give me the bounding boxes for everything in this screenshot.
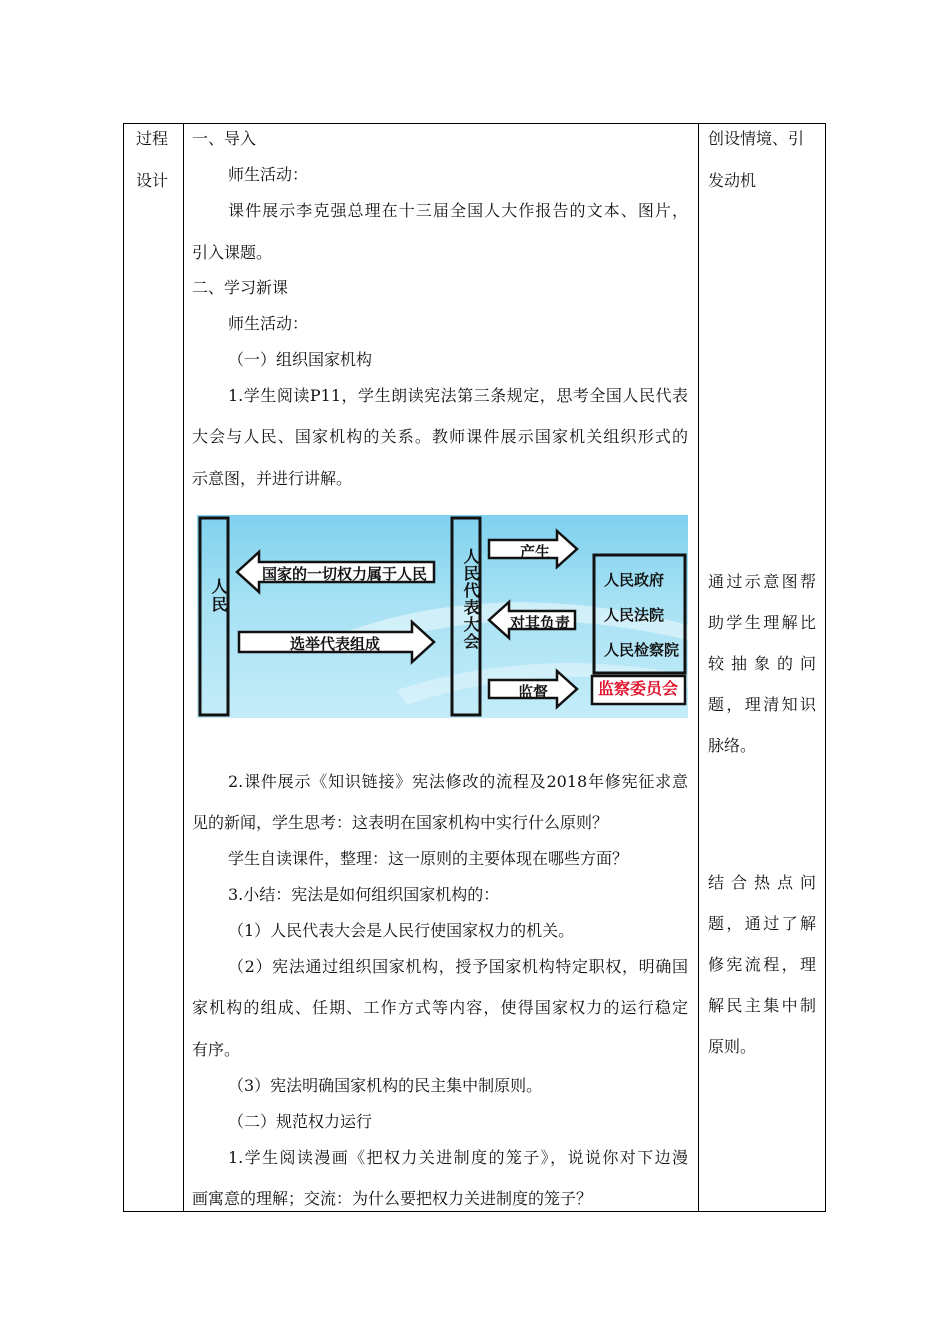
activity-label: 师生活动：: [228, 314, 309, 333]
paragraph-line: 家机构的组成、任期、工作方式等内容，使得国家权力的运行稳定: [192, 998, 688, 1017]
commission-label: 监察委员会: [597, 679, 678, 698]
organ-government: 人民政府: [604, 571, 665, 589]
note-intro-line: 发动机: [708, 171, 757, 190]
note-hotspot-line: 解民主集中制: [708, 996, 816, 1015]
organ-court: 人民法院: [604, 606, 665, 624]
arrow-power-label: 国家的一切权力属于人民: [262, 565, 428, 583]
note-diagram-line: 较抽象的问: [708, 654, 816, 673]
note-hotspot-line: 题，通过了解: [708, 914, 816, 933]
paragraph-line: 见的新闻，学生思考：这表明在国家机构中实行什么原则？: [192, 813, 609, 832]
activity-label: 师生活动：: [228, 165, 309, 184]
note-diagram-line: 通过示意图帮: [708, 572, 816, 591]
paragraph-line: 1.学生阅读P11，学生朗读宪法第三条规定，思考全国人民代表: [228, 386, 688, 405]
arrow-elect-label: 选举代表组成: [290, 635, 381, 653]
paragraph-line: 学生自读课件，整理：这一原则的主要体现在哪些方面？: [228, 849, 629, 868]
paragraph-line: 引入课题。: [192, 243, 273, 262]
subsection-heading: （一）组织国家机构: [228, 350, 373, 369]
paragraph-line: 2.课件展示《知识链接》宪法修改的流程及2018年修宪征求意: [228, 772, 688, 791]
note-intro-line: 创设情境、引: [708, 129, 805, 148]
people-box: [200, 518, 228, 715]
note-hotspot-line: 结合热点问: [708, 873, 816, 892]
column-divider-left: [183, 123, 184, 1212]
note-diagram-line: 脉络。: [708, 736, 757, 755]
arrow-responsible-label: 对其负责: [510, 614, 571, 632]
section-heading-intro: 一、导入: [192, 129, 257, 148]
npc-label: 人民代表大会: [461, 548, 480, 650]
note-hotspot-line: 原则。: [708, 1037, 757, 1056]
design-label: 设计: [136, 171, 169, 190]
process-label: 过程: [136, 129, 169, 148]
column-divider-right: [698, 123, 699, 1212]
note-diagram-line: 题，理清知识: [708, 695, 816, 714]
arrow-supervise-label: 监督: [518, 683, 549, 701]
summary-point: （1）人民代表大会是人民行使国家权力的机关。: [228, 921, 575, 940]
summary-heading: 3.小结：宪法是如何组织国家机构的：: [228, 885, 500, 904]
paragraph-line: 1.学生阅读漫画《把权力关进制度的笼子》，说说你对下边漫: [228, 1148, 688, 1167]
paragraph-line: 课件展示李克强总理在十三届全国人大作报告的文本、图片，: [228, 201, 688, 220]
paragraph-line: 示意图，并进行讲解。: [192, 469, 353, 488]
section-heading-new: 二、学习新课: [192, 278, 289, 297]
summary-point: （3）宪法明确国家机构的民主集中制原则。: [228, 1076, 543, 1095]
subsection-heading: （二）规范权力运行: [228, 1112, 373, 1131]
note-diagram-line: 助学生理解比: [708, 613, 816, 632]
people-label: 人民: [209, 578, 228, 614]
paragraph-line: 有序。: [192, 1040, 241, 1059]
arrow-produce-label: 产生: [520, 543, 551, 561]
summary-point: （2）宪法通过组织国家机构，授予国家机构特定职权，明确国: [228, 957, 688, 976]
organ-procuratorate: 人民检察院: [604, 641, 680, 659]
paragraph-line: 画寓意的理解；交流：为什么要把权力关进制度的笼子？: [192, 1189, 593, 1208]
note-hotspot-line: 修宪流程，理: [708, 955, 816, 974]
paragraph-line: 大会与人民、国家机构的关系。教师课件展示国家机关组织形式的: [192, 427, 688, 446]
